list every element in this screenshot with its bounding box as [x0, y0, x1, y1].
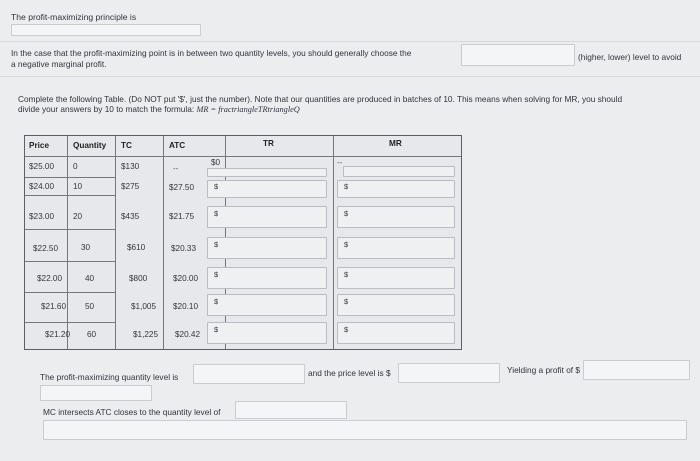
profit-max-quantity-field-extra[interactable]	[40, 385, 152, 401]
tr-prefix: $0	[211, 158, 221, 167]
mr-dash: --	[337, 158, 343, 167]
tr-input-row3[interactable]	[207, 237, 327, 259]
table-instructions-line2	[18, 104, 300, 115]
mr-input-row2[interactable]	[337, 206, 455, 228]
table-divider	[25, 177, 115, 178]
mc-atc-answer-area[interactable]	[43, 420, 687, 440]
atc-cell: $20.00	[173, 274, 199, 283]
profit-max-quantity-label: The profit-maximizing quantity level is	[40, 372, 179, 382]
atc-cell: --	[173, 164, 179, 173]
price-cell: $21.20	[45, 330, 71, 339]
tr-input-row4[interactable]	[207, 267, 327, 289]
tr-prefix: $	[214, 240, 219, 249]
tc-cell: $610	[127, 243, 146, 252]
quantity-cell: 60	[87, 330, 97, 339]
higher-lower-answer-field[interactable]	[461, 44, 575, 66]
tr-input-row0[interactable]	[207, 168, 327, 177]
mr-formula: MR = fractriangleTRtriangleQ	[196, 105, 300, 114]
mr-prefix: $	[344, 182, 349, 191]
tr-prefix: $	[214, 182, 219, 191]
tr-prefix: $	[214, 325, 219, 334]
mr-input-row5[interactable]	[337, 294, 455, 316]
mc-atc-quantity-field[interactable]	[235, 401, 347, 419]
price-level-field[interactable]	[398, 363, 500, 383]
quantity-cell: 0	[73, 162, 78, 171]
atc-cell: $20.33	[171, 244, 197, 253]
mr-prefix: $	[344, 325, 349, 334]
mc-atc-question: MC intersects ATC closes to the quantity level of	[43, 407, 221, 417]
mr-input-row6[interactable]	[337, 322, 455, 344]
tr-input-row6[interactable]	[207, 322, 327, 344]
tr-prefix: $	[214, 270, 219, 279]
profit-max-quantity-field[interactable]	[193, 364, 305, 384]
quantity-cell: 20	[73, 212, 83, 221]
price-cell: $21.60	[41, 302, 67, 311]
mr-prefix: $	[344, 297, 349, 306]
instructions-prefix: divide your answers by 10 to match the formula:	[18, 104, 195, 114]
price-cell: $23.00	[29, 212, 55, 221]
table-divider	[25, 292, 115, 293]
tc-cell: $1,005	[131, 302, 157, 311]
table-divider	[25, 229, 115, 230]
table-divider	[163, 136, 164, 349]
tr-input-row1[interactable]	[207, 180, 327, 198]
higher-lower-hint: (higher, lower) level to avoid	[578, 52, 682, 62]
quantity-cell: 10	[73, 182, 83, 191]
table-divider	[115, 136, 116, 349]
table-divider	[25, 322, 115, 323]
mr-prefix: $	[344, 209, 349, 218]
tr-prefix: $	[214, 297, 219, 306]
profit-label: Yielding a profit of $	[507, 365, 581, 375]
tc-cell: $1,225	[133, 330, 159, 339]
tr-prefix: $	[214, 209, 219, 218]
table-divider	[67, 136, 68, 349]
mr-input-row3[interactable]	[337, 237, 455, 259]
header-tr: TR	[263, 139, 274, 148]
price-level-label: and the price level is $	[308, 368, 391, 378]
mr-input-row1[interactable]	[337, 180, 455, 198]
question-quantity-choice: In the case that the profit-maximizing point is in between two quantity levels, you should generally choose the	[11, 48, 412, 58]
tc-cell: $130	[121, 162, 140, 171]
price-cell: $24.00	[29, 182, 55, 191]
table-divider	[25, 261, 115, 262]
header-atc: ATC	[169, 141, 186, 150]
table-divider	[25, 195, 115, 196]
mr-prefix: $	[344, 240, 349, 249]
tc-cell: $800	[129, 274, 148, 283]
profit-field[interactable]	[583, 360, 690, 380]
mr-prefix: $	[344, 270, 349, 279]
price-cell: $22.00	[37, 274, 63, 283]
divider	[0, 76, 700, 77]
price-cell: $22.50	[33, 244, 59, 253]
tr-input-row5[interactable]	[207, 294, 327, 316]
question-profit-principle: The profit-maximizing principle is	[11, 12, 137, 22]
question-quantity-choice-cont: a negative marginal profit.	[11, 59, 107, 69]
atc-cell: $21.75	[169, 212, 195, 221]
atc-cell: $27.50	[169, 183, 195, 192]
mr-input-row4[interactable]	[337, 267, 455, 289]
quantity-cell: 50	[85, 302, 95, 311]
mr-input-row0[interactable]	[343, 166, 455, 177]
header-quantity: Quantity	[73, 141, 107, 150]
atc-cell: $20.10	[173, 302, 199, 311]
header-tc: TC	[121, 141, 132, 150]
header-mr: MR	[389, 139, 402, 148]
cost-revenue-table	[24, 135, 462, 350]
divider	[0, 41, 700, 42]
quantity-cell: 40	[85, 274, 95, 283]
table-instructions: Complete the following Table. (Do NOT put '$', just the number). Note that our quantities are produced in batches of 10. This means when solving for MR, you should	[18, 94, 623, 104]
profit-principle-answer-field[interactable]	[11, 24, 201, 36]
price-cell: $25.00	[29, 162, 55, 171]
table-divider	[333, 136, 334, 349]
header-price: Price	[29, 141, 50, 150]
table-divider	[25, 156, 461, 157]
tr-input-row2[interactable]	[207, 206, 327, 228]
atc-cell: $20.42	[175, 330, 201, 339]
tc-cell: $435	[121, 212, 140, 221]
tc-cell: $275	[121, 182, 140, 191]
quantity-cell: 30	[81, 243, 91, 252]
